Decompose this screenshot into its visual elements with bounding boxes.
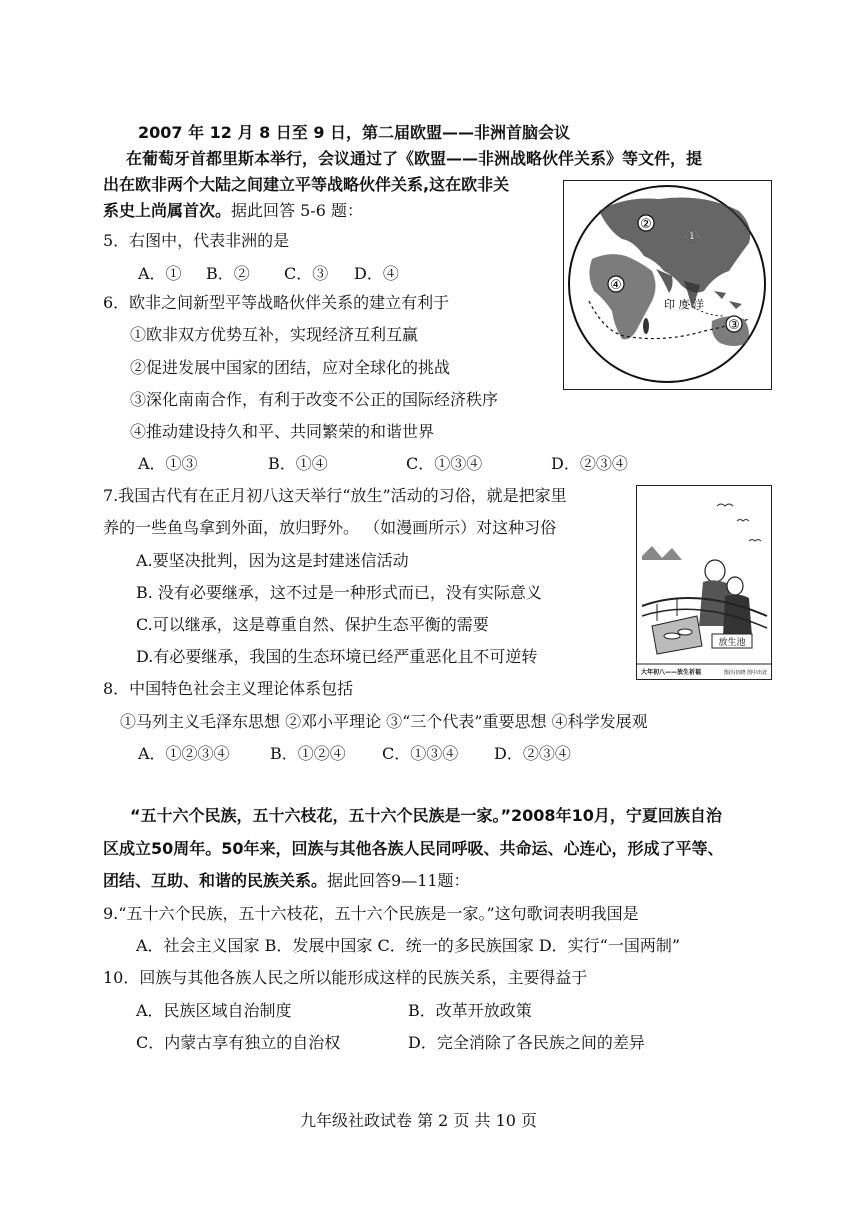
q8-option-a: A．①②③④ [138, 744, 230, 763]
q10-option-c: C．内蒙古享有独立的自治权 [136, 1033, 341, 1052]
q6-item-3: ③深化南南合作，有利于改变不公正的国际经济秩序 [130, 390, 499, 409]
q6-option-b: B．①④ [268, 454, 328, 473]
q7-stem-line2: 养的一些鱼鸟拿到外面，放归野外。 （如漫画所示）对这种习俗 [103, 518, 557, 537]
q8-items: ①马列主义毛泽东思想 ②邓小平理论 ③“三个代表”重要思想 ④科学发展观 [120, 712, 648, 731]
passage2-line3-bold: 团结、互助、和谐的民族关系。 [103, 871, 328, 890]
q9-stem: 9.“五十六个民族，五十六枝花，五十六个民族是一家。”这句歌词表明我国是 [103, 904, 639, 923]
passage1-line3: 出在欧非两个大陆之间建立平等战略伙伴关系,这在欧非关 [103, 175, 510, 194]
passage1-line1: 2007 年 12 月 8 日至 9 日，第二届欧盟——非洲首脑会议 [138, 123, 571, 142]
cartoon-sign: 放生池 [718, 638, 746, 648]
q10-option-a: A．民族区域自治制度 [136, 1001, 292, 1020]
passage1-line2: 在葡萄牙首都里斯本举行，会议通过了《欧盟——非洲战略伙伴关系》等文件，提 [126, 149, 703, 168]
passage1-line4 [103, 200, 363, 222]
q7-option-c: C.可以继承，这是尊重自然、保护生态平衡的需要 [136, 615, 489, 634]
passage2-line3 [103, 870, 470, 892]
q8-stem: 8．中国特色社会主义理论体系包括 [103, 679, 354, 698]
q10-stem: 10．回族与其他各族人民之所以能形成这样的民族关系，主要得益于 [103, 968, 588, 987]
map-marker-3: ③ [728, 318, 740, 333]
q6-option-d: D．②③④ [551, 454, 628, 473]
q5-option-d: D．④ [354, 264, 399, 283]
q8-option-d: D．②③④ [494, 744, 571, 763]
q7-stem-line1: 7.我国古代有在正月初八这天举行“放生”活动的习俗，就是把家里 [103, 486, 567, 505]
q6-item-1: ①欧非双方优势互补，实现经济互利互赢 [130, 325, 419, 344]
passage1-line4-tail: 据此回答 5-6 题： [231, 201, 363, 220]
q9-options: A．社会主义国家 B．发展中国家 C．统一的多民族国家 D．实行“一国两制” [136, 936, 681, 955]
passage2-line1: “五十六个民族，五十六枝花，五十六个民族是一家。”2008年10月，宁夏回族自治 [130, 806, 722, 825]
map-ocean-label: 印 度 洋 [664, 298, 704, 311]
q5-option-c: C．③ [284, 264, 329, 283]
release-animals-cartoon-icon [637, 486, 771, 679]
world-map-figure [563, 180, 772, 390]
q6-item-4: ④推动建设持久和平、共同繁荣的和谐世界 [130, 422, 435, 441]
q10-option-d: D．完全消除了各民族之间的差异 [408, 1033, 645, 1052]
q10-option-b: B．改革开放政策 [408, 1001, 532, 1020]
q6-options [138, 453, 628, 475]
passage1-line4-bold: 系史上尚属首次。 [103, 201, 232, 220]
q7-option-b: B. 没有必要继承，这不过是一种形式而已，没有实际意义 [136, 583, 542, 602]
q5-option-a: A．① [138, 264, 182, 283]
q8-options [138, 743, 571, 765]
q6-option-a: A．①③ [138, 454, 198, 473]
q6-item-2: ②促进发展中国家的团结，应对全球化的挑战 [130, 358, 451, 377]
page-footer: 九年级社政试卷 第 2 页 共 10 页 [300, 1111, 538, 1130]
q7-option-d: D.有必要继承，我国的生态环境已经严重恶化且不可逆转 [136, 647, 538, 666]
map-marker-1: ① [685, 227, 699, 245]
passage2-line3-tail: 据此回答9—11题： [327, 871, 470, 890]
q7-option-a: A.要坚决批判，因为这是封建迷信活动 [136, 551, 409, 570]
map-marker-4: ④ [610, 278, 622, 293]
cartoon-caption-right: 图/冯仿晓 图中出处 [723, 670, 767, 676]
map-marker-2: ② [640, 217, 652, 232]
q5-options [138, 263, 399, 285]
q5-stem: 5．右图中，代表非洲的是 [103, 231, 290, 250]
cartoon-figure [636, 485, 772, 680]
world-map-icon [564, 181, 771, 389]
q6-option-c: C．①③④ [406, 454, 483, 473]
q8-option-b: B．①②④ [270, 744, 346, 763]
q8-option-c: C．①③④ [382, 744, 459, 763]
q5-option-b: B．② [206, 264, 250, 283]
q6-stem: 6．欧非之间新型平等战略伙伴关系的建立有利于 [103, 293, 450, 312]
passage2-line2: 区成立50周年。50年来，回族与其他各族人民同呼吸、共命运、心连心，形成了平等、 [103, 839, 724, 858]
cartoon-caption-left: 大年初八——放生祈福 [641, 669, 702, 676]
